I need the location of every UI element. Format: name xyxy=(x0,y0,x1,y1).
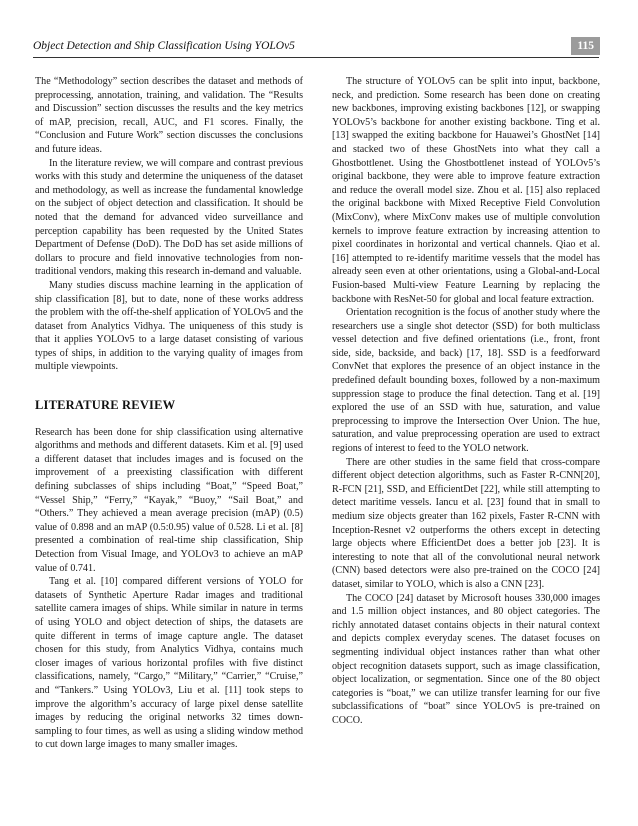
paragraph: In the literature review, we will compare and contrast previous works with this study and determine the uniqueness of the dataset and methodology, as well as increase the fundamental knowledge on the subject of object detection and classification. It should be noted that the demand for advanced video surveillance and perception capability has been requested by the United States Department of Defense (DoD). The DoD has set aside millions of dollars to procure and field innovative technologies from non-traditional vendors, making this research in-demand and valuable. xyxy=(35,157,303,278)
paragraph: There are other studies in the same field that cross-compare different object detection algorithms, such as Faster R-CNN[20], R-FCN [21], SSD, and EfficientDet [22], while still attempting to detect maritime vessels. Iancu et al. [23] found that in small to medium size objects greater than 162 pixels, Faster R-CNN with Inception-Resnet v2 outperforms the others except in detecting large objects where EfficientDet does a better job [23]. It is interesting to note that all of the convolutional neural network (CNN) based detectors were also pre-trained on the COCO [24] dataset, similar to YOLO, which is also a CNN [23]. xyxy=(332,456,600,590)
running-title: Object Detection and Ship Classification Using YOLOv5 xyxy=(33,40,295,52)
paragraph: The COCO [24] dataset by Microsoft houses 330,000 images and 1.5 million object instances, and 80 object categories. The richly annotated dataset contains objects in their natural context and depicts complex everyday scenes. The dataset focuses on segmenting individual object instances rather than what other object recognition datasets support, such as image classification, object localization, or segmentation. Since one of the 80 object categories is “boat,” we can utilize transfer learning for our five subclassifications of “boat” since YOLOv5 is pre-trained on COCO. xyxy=(332,592,600,726)
paragraph: The “Methodology” section describes the dataset and methods of preprocessing, annotation, training, and validation. The “Results and Discussion” section discusses the results and the key metrics of mAP, precision, recall, AUC, and F1 scores. Finally, the “Conclusion and Future Work” section discusses the conclusions and future ideas. xyxy=(35,76,303,155)
paragraph: Orientation recognition is the focus of another study where the researchers use a single shot detector (SSD) for both multiclass vessel detection and five defined orientations (i.e., front, front side, side, backside, and back) [17, 18]. SSD is a feedforward ConvNet that explores the presence of an object instance in the predefined default bounding boxes, followed by a non-maximum suppression stage to produce the final detection. Tang et al. [19] explored the use of an SSD with hue, saturation, and value preprocessing to improve the Intersection Over Union. The hue, saturation, and value preprocessing operation are used to extract regions of interest to feed to the YOLO network. xyxy=(332,307,600,455)
paragraph: Many studies discuss machine learning in the application of ship classification [8], but to date, none of these works address the problem with the off-the-shelf application of YOLOv5 and the dataset from Analytics Vidhya. The uniqueness of this study is that it applies YOLOv5 to a large dataset consisting of various types of ships, in addition to the varying quality of images from multiple viewpoints. xyxy=(35,279,303,373)
running-header xyxy=(33,35,599,58)
section-heading: LITERATURE REVIEW xyxy=(35,398,176,413)
left-column xyxy=(35,75,303,752)
right-column xyxy=(332,75,600,728)
page-number: 115 xyxy=(571,37,600,55)
paragraph: Tang et al. [10] compared different versions of YOLO for datasets of Synthetic Aperture Radar images and traditional satellite camera images of ships. While similar in nature in terms of using YOLO and object detection of ships, the datasets are quite different in terms of image capture angle. The dataset chosen for this study, from Analytics Vidhya, contains much closer images of various horizontal profiles with five distinct classifications, namely, “Cargo,” “Military,” “Carrier,” “Cruise,” and “Tankers.” Using YOLOv3, Liu et al. [11] took steps to improve the algorithm’s accuracy of large pixel dense satellite images by reducing the original networks 32 times down-sampling to four times, as well as using a sliding window method to cut down large images to many smaller images. xyxy=(35,576,303,751)
paragraph: Research has been done for ship classification using alternative algorithms and methods and different datasets. Kim et al. [9] used a different dataset that includes images and is focused on the improvement of a preexisting classification with different defining subclasses of ships including “Boat,” “Speed Boat,” “Vessel Ship,” “Ferry,” “Kayak,” “Buoy,” “Sail Boat,” and “Others.” They achieved a mean average precision (mAP) (0.5) value of 0.898 and an mAP (0.5:0.95) value of 0.528. Li et al. [8] presented a combination of real-time ship classification, Ship Detection from Visual Image, and YOLOv3 to achieve an mAP value of 0.741. xyxy=(35,426,303,574)
paragraph: The structure of YOLOv5 can be split into input, backbone, neck, and prediction. Some research has been done on creating new backbones, improving existing backbones [12], or swapping YOLOv5’s backbone for another existing backbone. Ting et al. [13] swapped the exiting backbone for Hauawei’s GhostNet [14] and stacked two of these GhostNets into what they call a Ghostbottlenet. Using the Ghostbottlenet instead of YOLOv5’s original backbone, they were able to improve feature extraction and reduce the overall model size. Zhou et al. [15] also replaced the original backbone with Mixed Receptive Field Convolution (MixConv), where MixConv makes use of multiple convolution kernels to improve feature extraction by increasing attention to pixel coordinates in horizontal and vertical channels. Qiao et al. [16] attempted to re-identify maritime vessels that the model has already seen even at other orientations, using a Global-and-Local Fusion-based Multi-view Feature Learning by replacing the backbone with ResNet-50 for global and local feature extraction. xyxy=(332,76,600,305)
